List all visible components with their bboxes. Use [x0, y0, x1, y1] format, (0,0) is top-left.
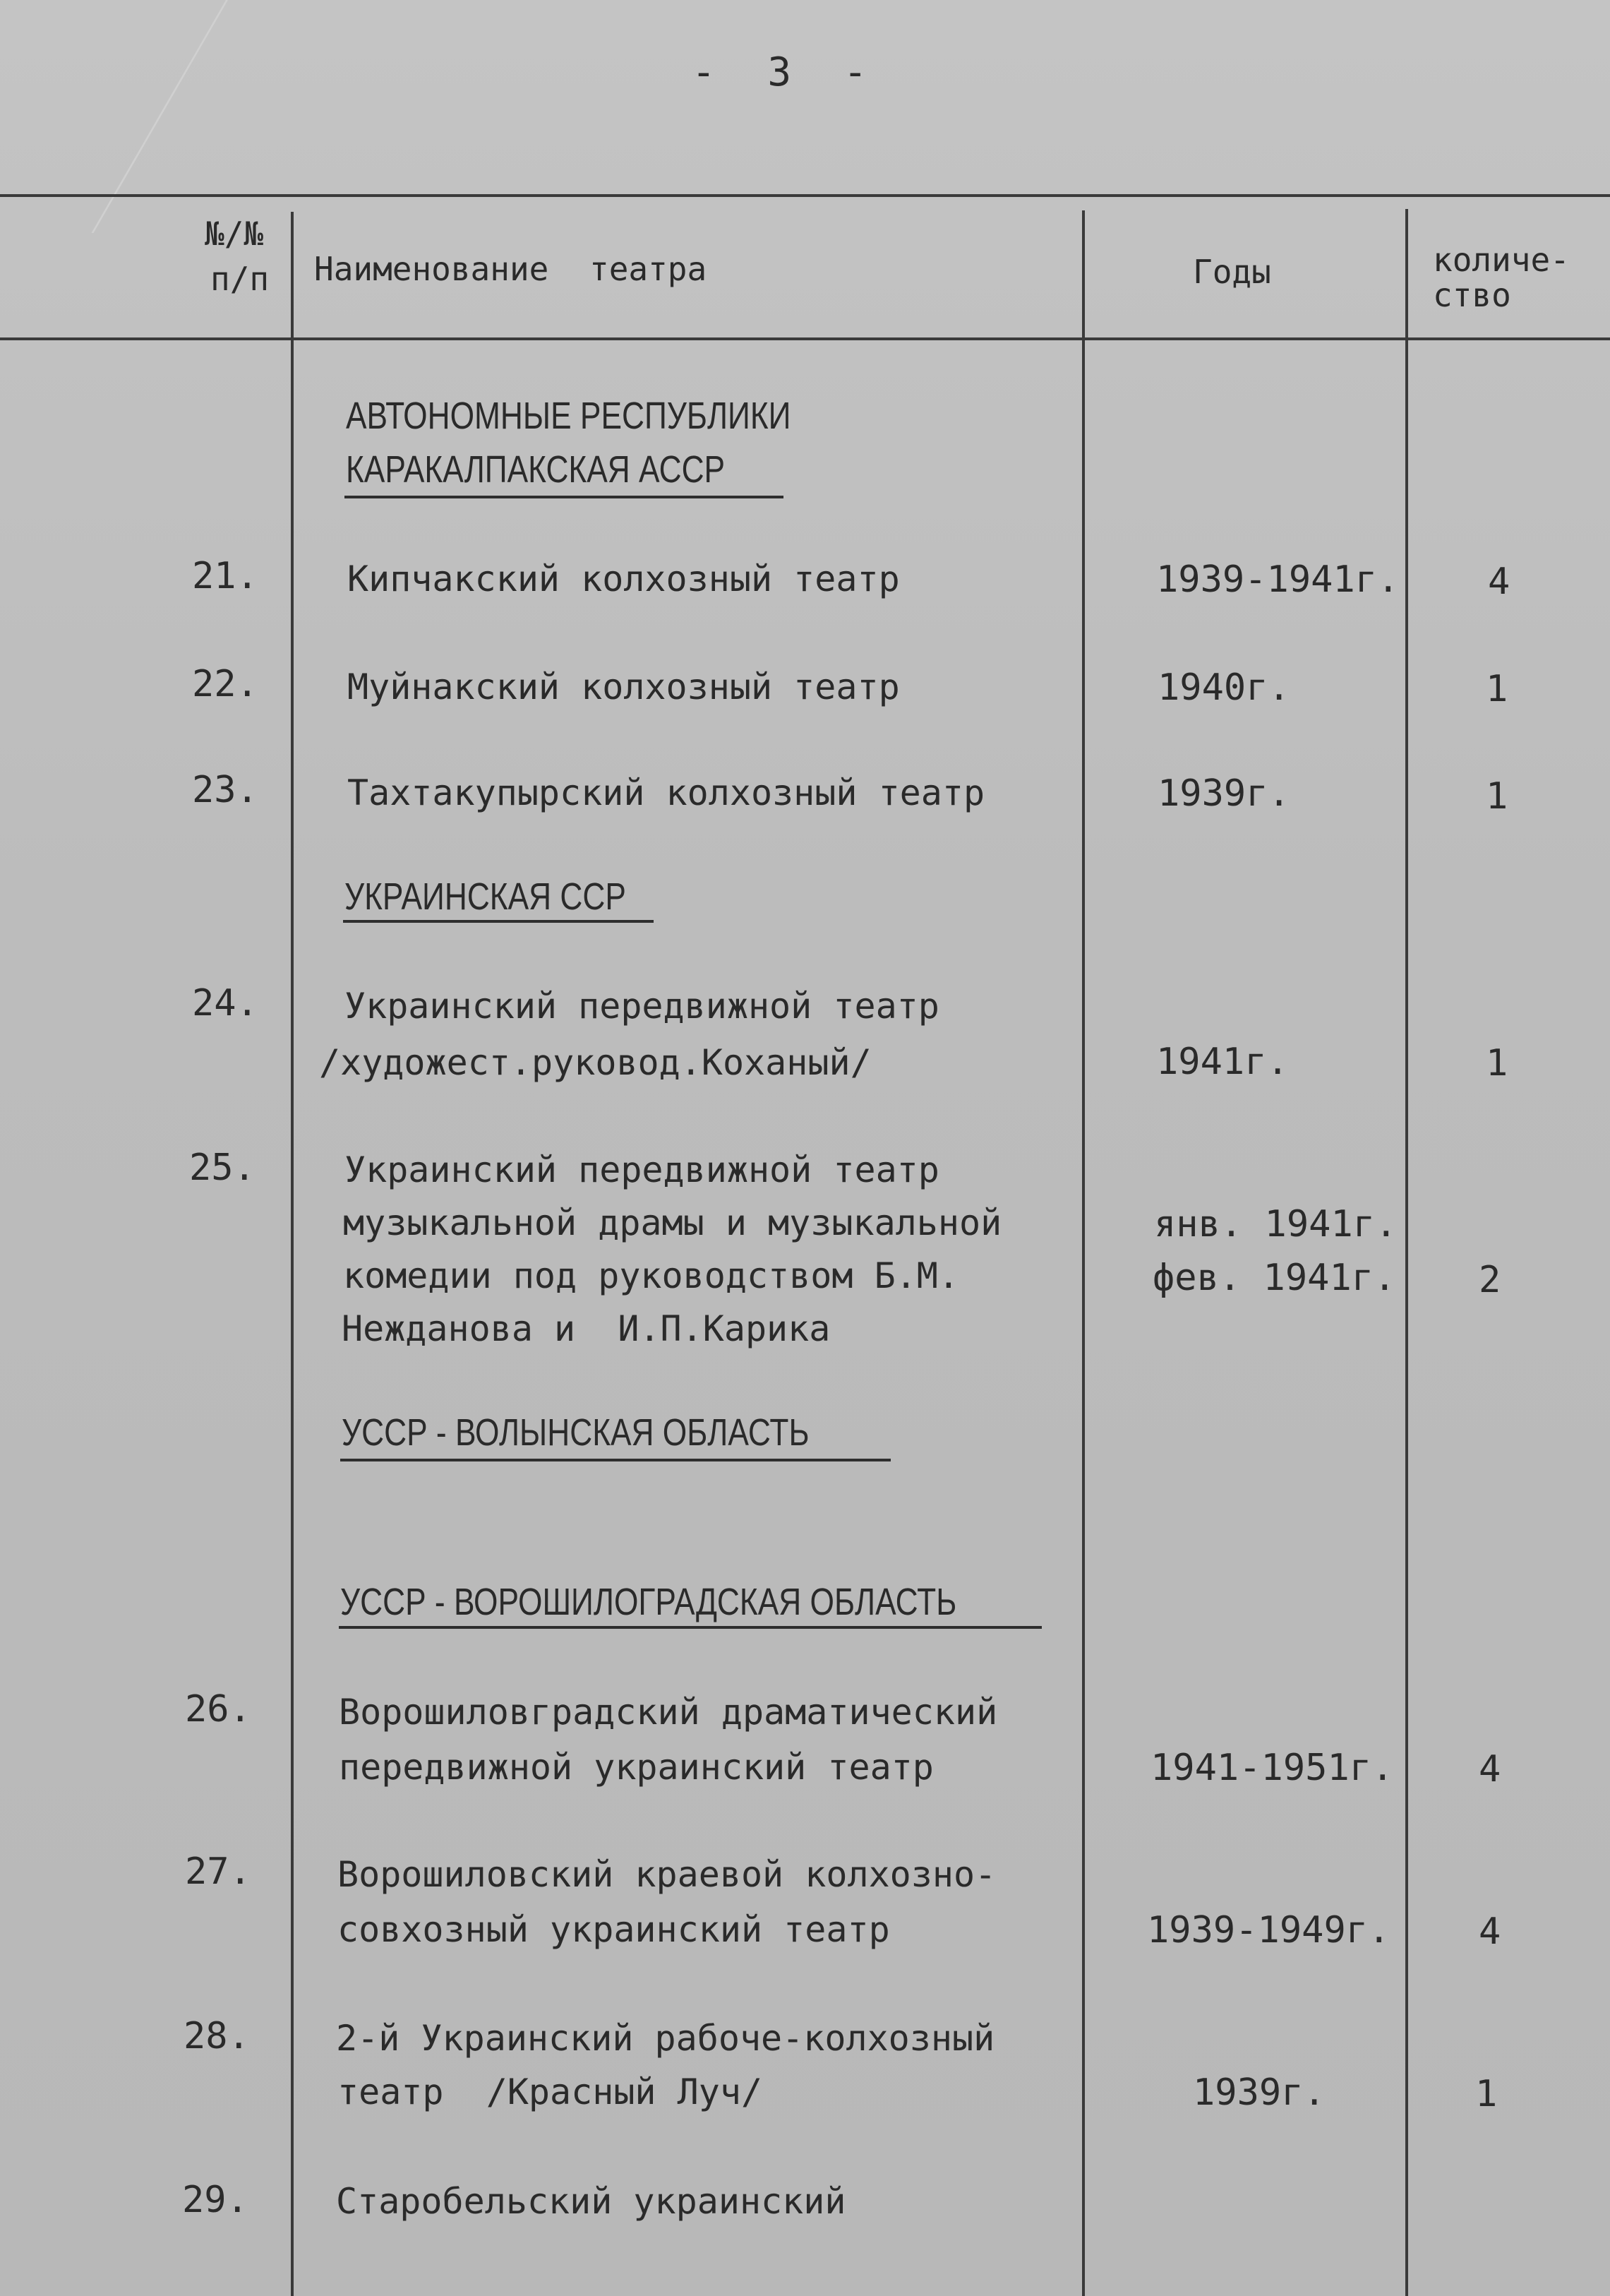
- count-value: 4: [1488, 561, 1510, 603]
- row-number: 23.: [192, 769, 258, 811]
- theatre-name: Ворошиловский краевой колхозно-: [337, 1854, 997, 1895]
- years-value: 1940г.: [1158, 666, 1290, 709]
- count-value: 1: [1486, 1042, 1508, 1084]
- theatre-name: комедии под руководством Б.М.: [343, 1255, 959, 1296]
- theatre-name: передвижной украинский театр: [339, 1747, 934, 1788]
- header-years: Годы: [1193, 253, 1271, 291]
- theatre-name: Муйнакский колхозный театр: [347, 666, 900, 707]
- years-value: 1939г.: [1158, 772, 1290, 815]
- section-title: УССР - ВОРОШИЛОГРАДСКАЯ ОБЛАСТЬ: [340, 1581, 957, 1623]
- section-title: АВТОНОМНЫЕ РЕСПУБЛИКИ: [346, 395, 791, 437]
- count-value: 2: [1479, 1259, 1501, 1301]
- section-underline: [340, 1459, 891, 1461]
- row-number: 22.: [192, 663, 258, 705]
- section-title: УКРАИНСКАЯ ССР: [344, 875, 626, 918]
- row-number: 25.: [189, 1147, 256, 1189]
- count-value: 4: [1479, 1748, 1501, 1790]
- header-number-line2: п/п: [210, 260, 270, 298]
- theatre-name: Украинский передвижной театр: [344, 1149, 939, 1190]
- theatre-name: музыкальной драмы и музыкальной: [343, 1202, 1002, 1243]
- years-value: 1941г.: [1156, 1041, 1289, 1083]
- count-value: 1: [1475, 2073, 1498, 2115]
- theatre-name: Украинский передвижной театр: [344, 986, 939, 1027]
- row-number: 26.: [185, 1688, 251, 1730]
- section-title: КАРАКАЛПАКСКАЯ АССР: [346, 448, 726, 491]
- theatre-name: Старобельский украинский: [336, 2181, 846, 2222]
- table-top-border: [0, 194, 1610, 197]
- row-number: 21.: [192, 555, 258, 597]
- column-divider-years: [1405, 209, 1408, 2296]
- years-value: янв. 1941г.: [1154, 1203, 1398, 1245]
- paper-fold: [0, 0, 228, 233]
- years-value: фев. 1941г.: [1153, 1257, 1396, 1299]
- header-number-line1: №/№: [205, 215, 264, 253]
- column-divider-name: [1082, 210, 1085, 2296]
- count-value: 1: [1486, 775, 1508, 818]
- theatre-name: /художест.руковод.Коханый/: [319, 1042, 872, 1083]
- section-underline: [339, 1626, 1042, 1629]
- theatre-name: Кипчакский колхозный театр: [347, 558, 900, 599]
- page-number: - 3 -: [692, 49, 867, 95]
- years-value: 1939-1949г.: [1147, 1909, 1390, 1951]
- theatre-name: Ворошиловградский драматический: [339, 1692, 998, 1733]
- section-underline: [344, 496, 783, 498]
- header-count-line1: количе-: [1433, 241, 1570, 279]
- theatre-name: совхозный украинский театр: [337, 1909, 890, 1950]
- years-value: 1939г.: [1193, 2071, 1326, 2114]
- theatre-name: 2-й Украинский рабоче-колхозный: [336, 2018, 995, 2059]
- header-name: Наименование театра: [314, 250, 707, 288]
- years-value: 1939-1941г.: [1156, 558, 1400, 601]
- theatre-name: Тахтакупырский колхозный театр: [347, 772, 985, 813]
- count-value: 1: [1486, 668, 1508, 710]
- row-number: 27.: [185, 1850, 251, 1893]
- column-divider-number: [291, 212, 294, 2296]
- row-number: 28.: [184, 2015, 250, 2057]
- table-header-divider: [0, 337, 1610, 340]
- header-count-line2: ство: [1433, 276, 1511, 314]
- count-value: 4: [1479, 1911, 1501, 1953]
- theatre-name: Нежданова и И.П.Карика: [342, 1308, 831, 1349]
- theatre-name: театр /Красный Луч/: [337, 2071, 763, 2112]
- row-number: 24.: [192, 982, 258, 1024]
- years-value: 1941-1951г.: [1151, 1747, 1394, 1789]
- section-title: УССР - ВОЛЫНСКАЯ ОБЛАСТЬ: [342, 1411, 810, 1454]
- row-number: 29.: [182, 2179, 248, 2221]
- section-underline: [343, 920, 654, 923]
